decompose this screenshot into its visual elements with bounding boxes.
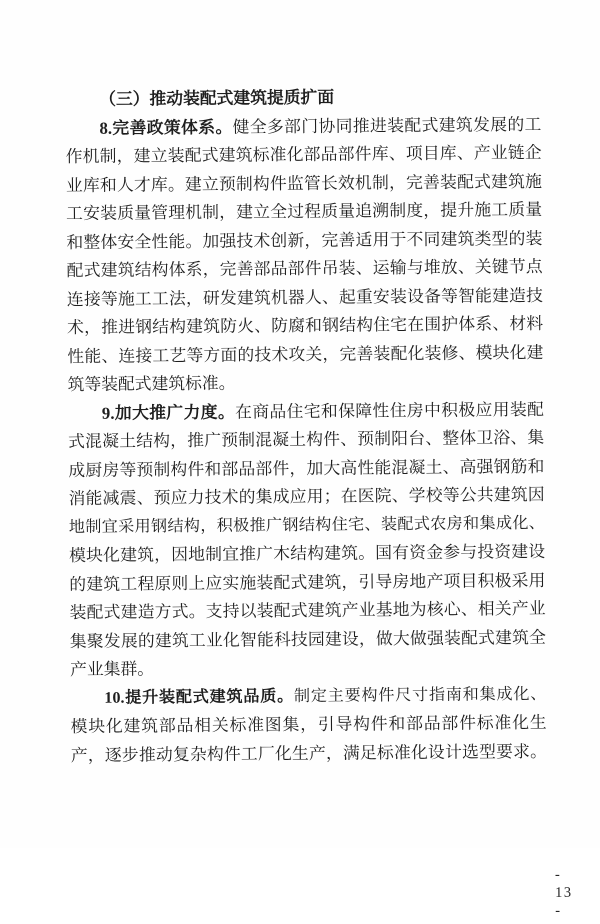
text-line: 性能、连接工艺等方面的技术攻关，完善装配化装修、模块化建 [67,342,544,366]
text-line: 装配式建造方式。支持以装配式建筑产业基地为核心、相关产业 [69,598,546,623]
text-line: 连接等施工工法，研发建筑机器人、起重安装设备等智能建造技 [66,285,543,309]
text-line: 集聚发展的建筑工业化智能科技园建设，做大做强装配式建筑全 [69,627,546,651]
text-line: 9.加大推广力度。在商品住宅和保障性住房中积极应用装配 [101,399,544,423]
text-line: 10.提升装配式建筑品质。制定主要构件尺寸指南和集成化、 [104,685,547,707]
text-line: 的建筑工程原则上应实施装配式建筑，引导房地产项目积极采用 [69,570,546,594]
text-line: 模块化建筑，因地制宜推广木结构建筑。国有资金参与投资建设 [69,541,546,566]
text-line: 工安装质量管理机制，建立全过程质量追溯制度，提升施工质量 [66,199,543,224]
text-line: 业库和人才库。建立预制构件监管长效机制，完善装配式建筑施 [65,171,542,195]
section-heading: （三）推动装配式建筑提质扩面 [99,87,335,109]
text-lines [65,82,547,770]
text-line: 术，推进钢结构建筑防火、防腐和钢结构住宅在围护体系、材料 [67,313,544,338]
page-number: - 13 - [554,866,573,919]
text-line: 产业集群。 [70,659,155,680]
paragraph-lead: 8.完善政策体系。 [99,117,233,138]
text-line: 产，逐步推动复杂构件工厂化生产，满足标准化设计选型要求。 [70,741,547,765]
document-text-block [65,82,573,919]
text-line: 8.完善政策体系。健全多部门协同推进装配式建筑发展的工 [99,114,542,138]
text-line: 筑等装配式建筑标准。 [67,373,236,395]
text-line: 作机制，建立装配式建筑标准化部品部件库、项目库、产业链企 [65,142,542,167]
text-line: 消能减震、预应力技术的集成应用；在医院、学校等公共建筑因 [68,484,545,509]
paragraph-lead: 9.加大推广力度。 [101,402,236,423]
text-line: 地制宜采用钢结构，积极推广钢结构住宅、装配式农房和集成化、 [68,514,545,536]
text-line: 配式建筑结构体系，完善部品部件吊装、运输与堆放、关键节点 [66,256,543,281]
text-line: 式混凝土结构，推广预制混凝土构件、预制阳台、整体卫浴、集 [68,427,545,452]
text-line: 模块化建筑部品相关标准图集，引导构件和部品部件标准化生 [70,712,547,737]
text-line: 和整体安全性能。加强技术创新，完善适用于不同建筑类型的装 [66,228,543,252]
text-line: 成厨房等预制构件和部品部件，加大高性能混凝土、高强钢筋和 [68,456,545,480]
paragraph-lead: 10.提升装配式建筑品质。 [104,687,295,707]
